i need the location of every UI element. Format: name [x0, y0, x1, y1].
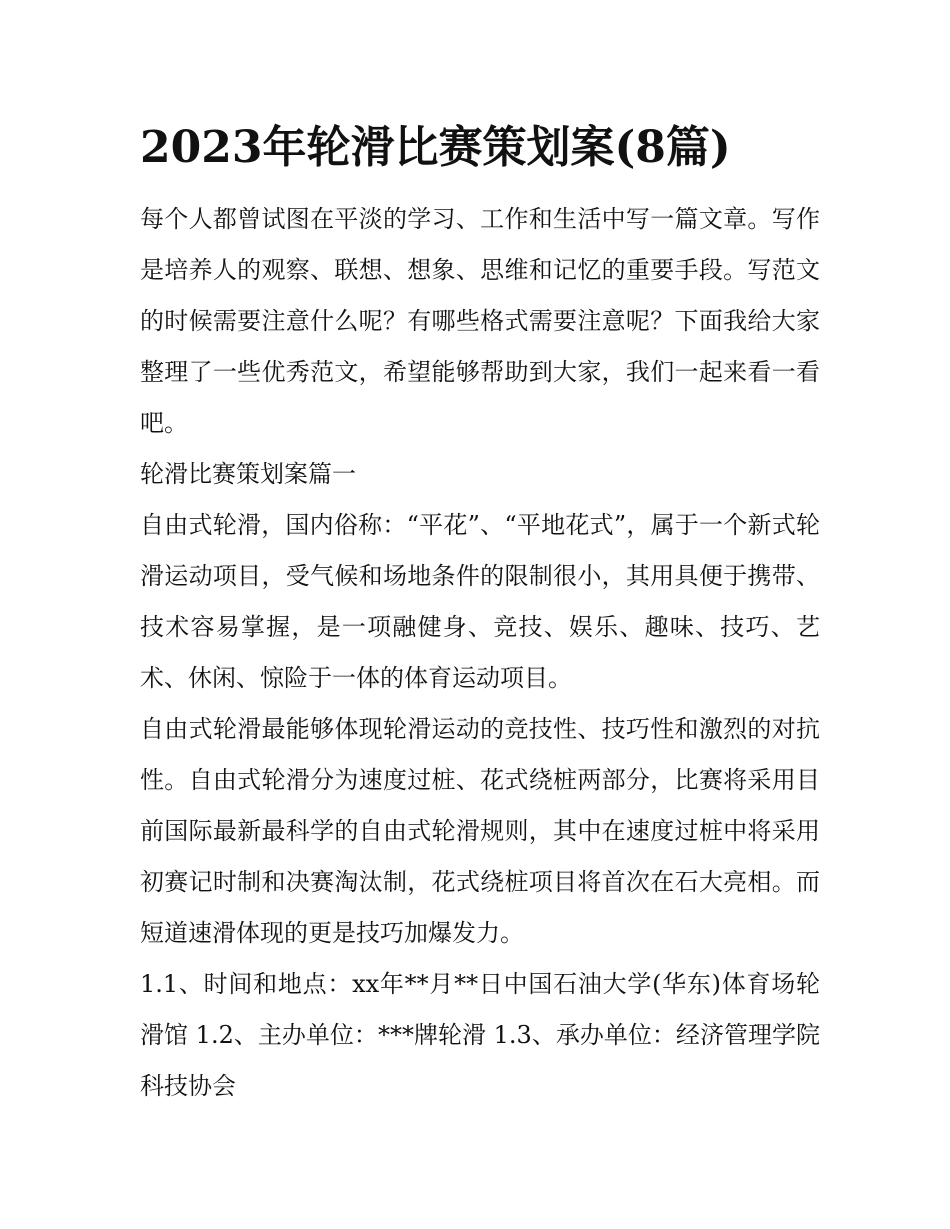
body-paragraph-1: 自由式轮滑，国内俗称：“平花”、“平地花式”，属于一个新式轮滑运动项目，受气候和场地条件的限制很小，其用具便于携带、技术容易掌握，是一项融健身、竞技、娱乐、趣味、技巧、艺术、休闲、惊险于一体的体育运动项目。 [140, 511, 820, 692]
document-title: 2023年轮滑比赛策划案(8篇) [140, 122, 731, 173]
document-page [140, 110, 820, 1112]
section-heading: 轮滑比赛策划案篇一 [140, 460, 356, 488]
body-paragraph-3: 1.1、时间和地点：xx年**月**日中国石油大学(华东)体育场轮滑馆 1.2、主办单位：***牌轮滑 1.3、承办单位：经济管理学院科技协会 [140, 970, 820, 1100]
intro-paragraph: 每个人都曾试图在平淡的学习、工作和生活中写一篇文章。写作是培养人的观察、联想、想象、思维和记忆的重要手段。写范文的时候需要注意什么呢？有哪些格式需要注意呢？下面我给大家整理了一些优秀范文，希望能够帮助到大家，我们一起来看一看吧。 [140, 205, 820, 437]
body-paragraph-2: 自由式轮滑最能够体现轮滑运动的竞技性、技巧性和激烈的对抗性。自由式轮滑分为速度过桩、花式绕桩两部分，比赛将采用目前国际最新最科学的自由式轮滑规则，其中在速度过桩中将采用初赛记时制和决赛淘汰制，花式绕桩项目将首次在石大亮相。而短道速滑体现的更是技巧加爆发力。 [140, 715, 820, 947]
